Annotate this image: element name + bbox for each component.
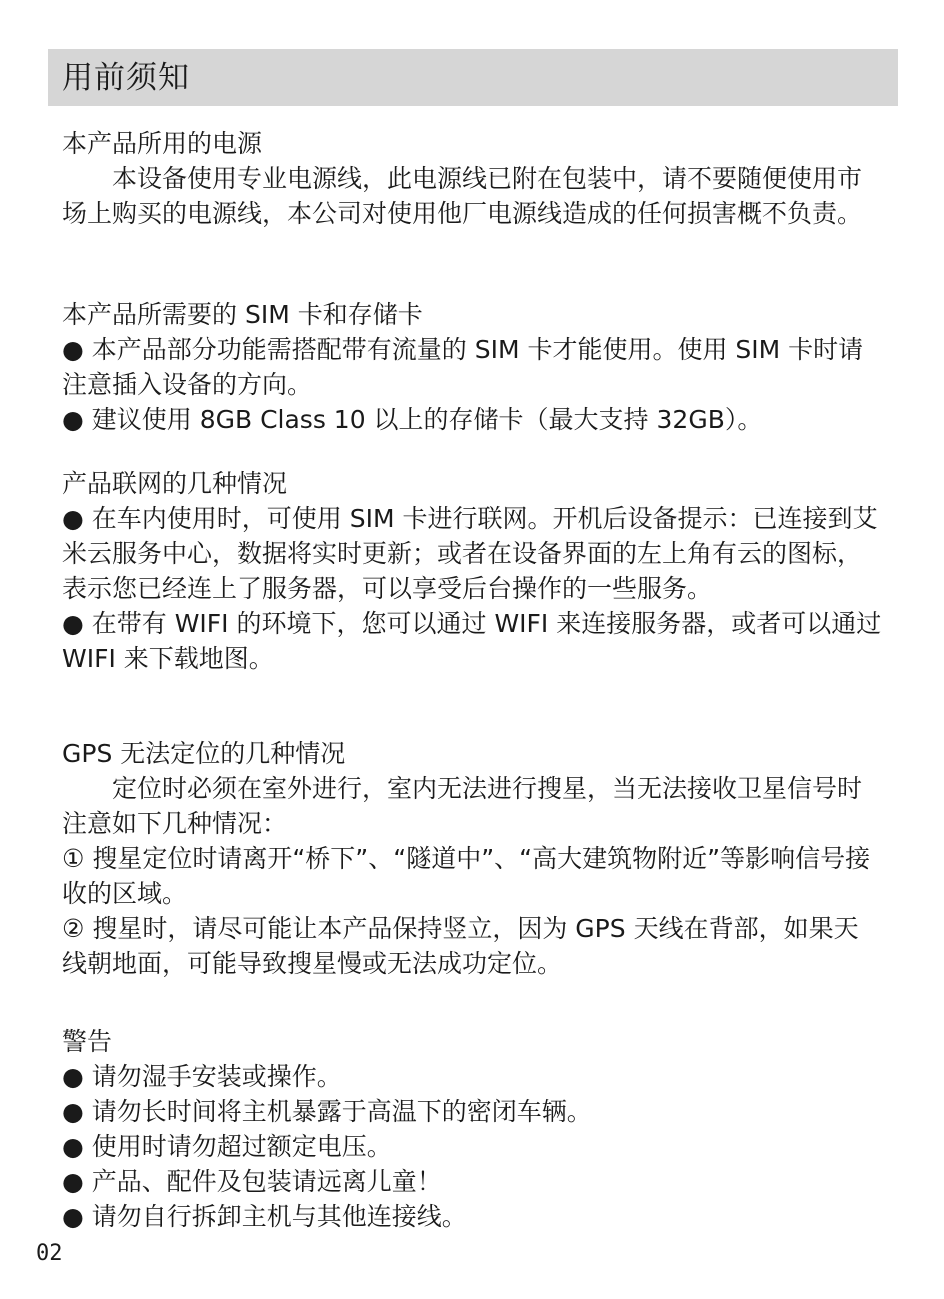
power-paragraph: 本设备使用专业电源线，此电源线已附在包装中，请不要随便使用市场上购买的电源线，本公司对使用他厂电源线造成的任何损害概不负责。 [62, 164, 863, 228]
section-heading-network: 产品联网的几种情况 [62, 469, 288, 498]
section-gps [62, 736, 882, 981]
section-heading-power: 本产品所用的电源 [62, 129, 263, 158]
warning-item-1: ● 请勿湿手安装或操作。 [62, 1062, 342, 1091]
section-heading-sim: 本产品所需要的 SIM 卡和存储卡 [62, 300, 423, 329]
warning-item-3: ● 使用时请勿超过额定电压。 [62, 1132, 392, 1161]
network-item-1: ● 在车内使用时，可使用 SIM 卡进行联网。开机后设备提示：已连接到艾米云服务中心，数据将实时更新；或者在设备界面的左上角有云的图标，表示您已经连上了服务器，可以享受后台操作的一些服务。 [62, 504, 878, 603]
section-sim-card [62, 297, 882, 437]
warning-item-2: ● 请勿长时间将主机暴露于高温下的密闭车辆。 [62, 1097, 592, 1126]
warning-item-5: ● 请勿自行拆卸主机与其他连接线。 [62, 1202, 467, 1231]
section-heading-warning: 警告 [62, 1027, 113, 1056]
gps-paragraph: 定位时必须在室外进行，室内无法进行搜星，当无法接收卫星信号时注意如下几种情况： [62, 774, 863, 838]
section-network [62, 466, 882, 676]
section-warning [62, 1024, 882, 1234]
sim-item-1: ● 本产品部分功能需搭配带有流量的 SIM 卡才能使用。使用 SIM 卡时请注意插入设备的方向。 [62, 335, 864, 399]
sim-item-2: ● 建议使用 8GB Class 10 以上的存储卡（最大支持 32GB）。 [62, 405, 763, 434]
gps-item-2: ② 搜星时，请尽可能让本产品保持竖立，因为 GPS 天线在背部，如果天线朝地面，可能导致搜星慢或无法成功定位。 [62, 914, 859, 978]
section-power [62, 126, 882, 231]
section-heading-gps: GPS 无法定位的几种情况 [62, 739, 346, 768]
title-bar [48, 49, 898, 106]
page-title: 用前须知 [62, 60, 190, 96]
page-number: 02 [36, 1241, 63, 1266]
network-item-2: ● 在带有 WIFI 的环境下，您可以通过 WIFI 来连接服务器，或者可以通过 WIFI 来下载地图。 [62, 609, 882, 673]
warning-item-4: ● 产品、配件及包装请远离儿童！ [62, 1167, 442, 1196]
gps-item-1: ① 搜星定位时请离开“桥下”、“隧道中”、“高大建筑物附近”等影响信号接收的区域。 [62, 844, 871, 908]
